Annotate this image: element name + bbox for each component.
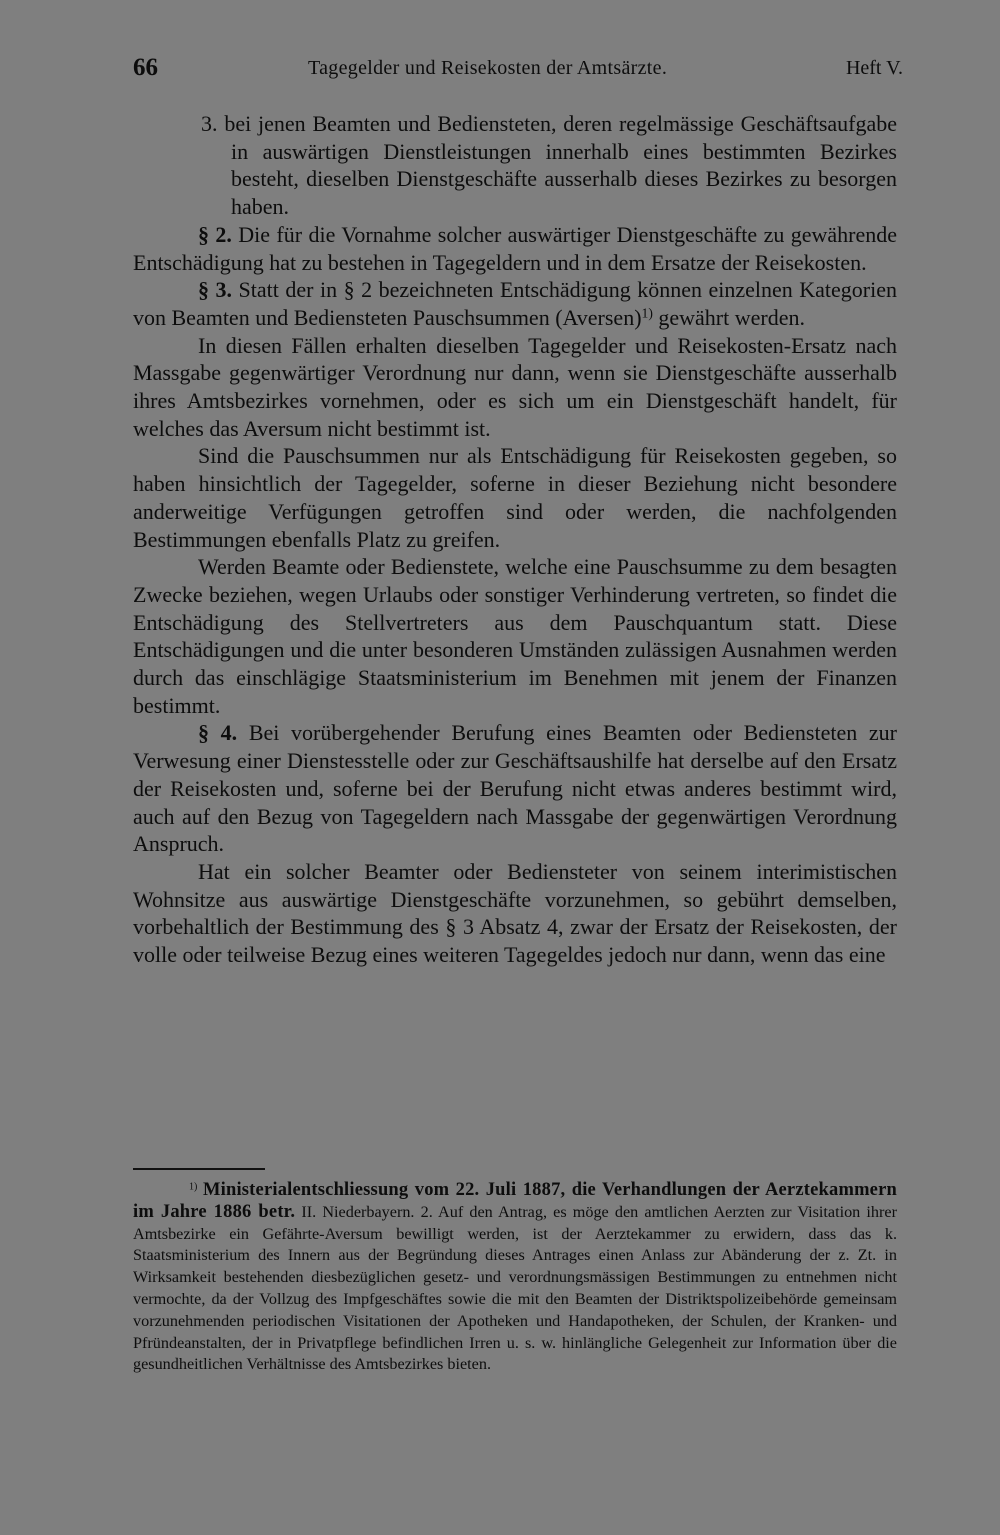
running-header xyxy=(133,54,903,88)
footnote-text: II. Niederbayern. 2. Auf den Antrag, es möge den amtlichen Aerzten zur Visitation ihrer Amtsbezirke ein Gefährte-Aversum bewilligt werden, ist der Aerztekammer zu erwidern, dass das k. Staatsministerium des Innern aus der Begründung dieses Antrages einen Anlass zur Abänderung der z. Zt. in Wirksamkeit bestehenden diesbezüglichen gesetz- und verordnungsmässigen Bestimmungen zu entnehmen nicht vermochte, da der Vollzug des Impfgeschäftes sowie die mit den Beamten der Distriktspolizeibehörde gemeinsam vorzunehmenden periodischen Visitationen der Apotheken und Handapotheken, der Schulen, der Kranken- und Pfründeanstalten, der in Privatpflege befindlichen Irren u. s. w. hinlängliche Gelegenheit zur Information über die gesundheitlichen Verhältnisse des Amtsbezirkes bieten. xyxy=(133,1202,897,1374)
section-mark-3: § 3. xyxy=(198,277,233,303)
list-item-3 xyxy=(133,110,897,221)
section-mark-2: § 2. xyxy=(198,221,232,247)
section-2-text: Die für die Vornahme solcher auswärtiger Dienstgeschäfte zu gewährende Entschädigung hat zu bestehen in Tagegeldern und in dem Ersatze der Reisekosten. xyxy=(133,221,897,275)
section-4-text: Bei vorübergehender Berufung eines Beamten oder Bediensteten zur Verwesung einer Dienstesstelle oder zur Geschäftsaushilfe hat derselbe auf den Ersatz der Reisekosten und, soferne bei der Berufung nicht etwas anderes bestimmt wird, auch auf den Bezug von Tagegeldern nach Massgabe der gegenwärtigen Verordnung Anspruch. xyxy=(133,720,897,857)
section-4-paragraph xyxy=(133,719,897,858)
list-item-number: 3. xyxy=(201,111,218,136)
section-3-paragraph-c: Sind die Pauschsummen nur als Entschädigung für Reisekosten gegeben, so haben hinsichtlich der Tagegelder, soferne in dieser Beziehung nicht besondere anderweitige Verfügungen getroffen sind oder werden, die nachfolgenden Bestimmungen ebenfalls Platz zu greifen. xyxy=(133,443,897,552)
section-mark-4: § 4. xyxy=(198,720,238,746)
footnote-paragraph xyxy=(133,1180,897,1376)
page-number: 66 xyxy=(133,54,158,81)
section-3-paragraph xyxy=(133,276,897,331)
running-title: Tagegelder und Reisekosten der Amtsärzte. xyxy=(308,57,668,79)
issue-label: Heft V. xyxy=(845,57,903,79)
footnote-marker: 1) xyxy=(189,1181,198,1193)
section-3-paragraph-b: In diesen Fällen erhalten dieselben Tagegelder und Reisekosten-Ersatz nach Massgabe gegenwärtiger Verordnung nur dann, wenn sie Dienstgeschäfte ausserhalb ihres Amtsbezirkes vornehmen, oder es sich um ein Dienstgeschäft handelt, für welches das Aversum nicht bestimmt ist. xyxy=(133,332,897,441)
section-4-paragraph-b: Hat ein solcher Beamter oder Bediensteter von seinem interimistischen Wohnsitze aus auswärtige Dienstgeschäfte vorzunehmen, so gebührt demselben, vorbehaltlich der Bestimmung des § 3 Absatz 4, zwar der Ersatz der Reisekosten, der volle oder teilweise Bezug eines weiteren Tagegeldes jedoch nur dann, wenn das eine xyxy=(133,858,897,968)
section-3-paragraph-d: Werden Beamte oder Bedienstete, welche eine Pauschsumme zu dem besagten Zwecke beziehen, wegen Urlaubs oder sonstiger Verhinderung vertreten, so findet die Entschädigung des Stellvertreters aus dem Pauschquantum statt. Diese Entschädigungen und die unter besonderen Umständen zulässigen Ausnahmen werden durch das einschlägige Staatsministerium im Benehmen mit jenem der Finanzen bestimmt. xyxy=(133,554,897,718)
footnote xyxy=(133,1180,897,1376)
section-3-text: Statt der in § 2 bezeichneten Entschädigung können einzelnen Kategorien von Beamten und Bediensteten Pauschsummen (Aversen) xyxy=(133,277,898,330)
footnote-separator xyxy=(133,1168,265,1170)
list-item-text: bei jenen Beamten und Bediensteten, deren regelmässige Geschäftsaufgabe in auswärtigen Dienstleistungen innerhalb eines bestimmten Bezirkes besteht, dieselben Dienstgeschäfte ausserhalb dieses Bezirkes zu besorgen haben. xyxy=(224,111,898,220)
section-3-text-end: gewährt werden. xyxy=(658,304,805,330)
main-text xyxy=(133,110,897,969)
footnote-heading: Ministerialentschliessung vom 22. Juli 1887, die Verhandlungen der Aerztekammern im Jahre 1886 betr. xyxy=(133,1180,897,1222)
footnote-reference: 1) xyxy=(641,305,653,321)
section-2-paragraph xyxy=(133,221,897,276)
